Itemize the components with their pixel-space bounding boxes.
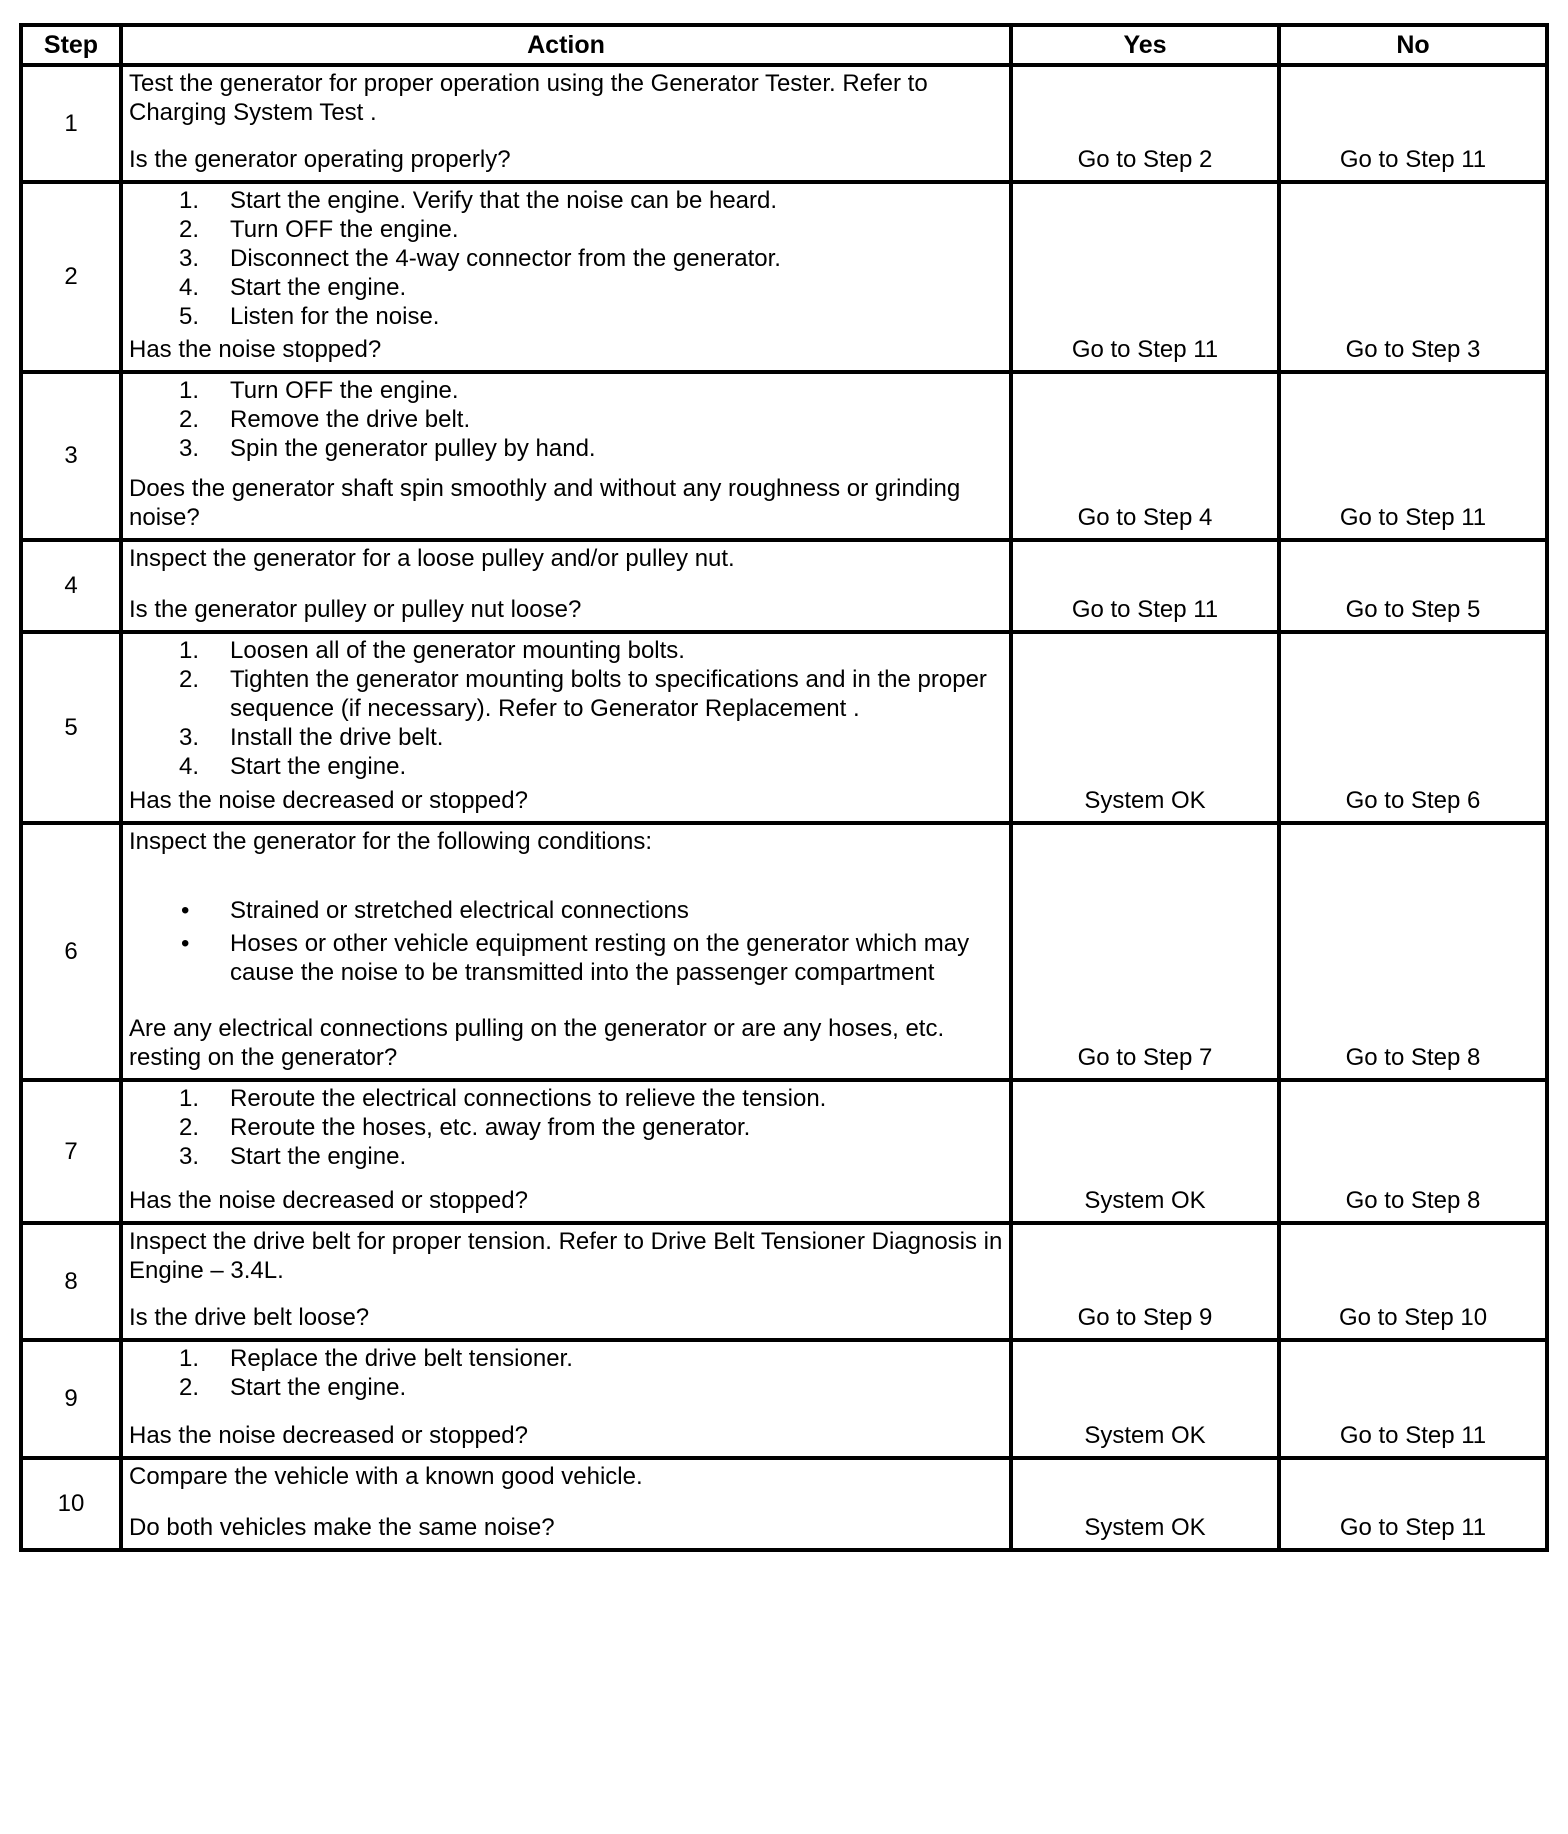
list-item bbox=[129, 302, 1003, 331]
list-item-text: Reroute the hoses, etc. away from the generator. bbox=[230, 1114, 751, 1141]
header-step: Step bbox=[21, 25, 121, 65]
list-item-number: 3. bbox=[179, 435, 200, 462]
action-intro: Inspect the generator for the following conditions: bbox=[129, 828, 652, 855]
yes-result: System OK bbox=[1084, 1514, 1206, 1541]
list-item-number: 4. bbox=[179, 753, 200, 780]
no-result: Go to Step 3 bbox=[1345, 336, 1481, 363]
list-item bbox=[129, 636, 1003, 665]
table-row bbox=[21, 1223, 1547, 1340]
list-item-text: Listen for the noise. bbox=[230, 303, 440, 330]
action-question: Does the generator shaft spin smoothly and without any roughness or grinding noise? bbox=[129, 475, 961, 531]
yes-result: Go to Step 11 bbox=[1071, 596, 1219, 623]
action-intro: Compare the vehicle with a known good vehicle. bbox=[129, 1463, 643, 1490]
diagnostic-table bbox=[19, 23, 1549, 1552]
step-number: 2 bbox=[21, 182, 121, 372]
no-result-cell bbox=[1279, 1080, 1547, 1223]
condition-bullet-list bbox=[129, 896, 1003, 987]
step-number: 9 bbox=[21, 1340, 121, 1458]
yes-result-cell bbox=[1011, 823, 1279, 1080]
action-question: Is the generator operating properly? bbox=[129, 146, 511, 173]
list-item-text: Disconnect the 4-way connector from the generator. bbox=[230, 245, 781, 272]
yes-result: Go to Step 2 bbox=[1077, 146, 1213, 173]
action-cell bbox=[121, 1223, 1011, 1340]
no-result-cell bbox=[1279, 823, 1547, 1080]
action-cell bbox=[121, 65, 1011, 182]
list-item bbox=[129, 273, 1003, 302]
list-item-number: 2. bbox=[179, 1374, 200, 1401]
list-item-text: Tighten the generator mounting bolts to specifications and in the proper sequence (if necessary). Refer to Generator Replacement . bbox=[230, 666, 987, 722]
list-item-number: 2. bbox=[179, 666, 200, 693]
header-yes: Yes bbox=[1011, 25, 1279, 65]
action-cell bbox=[121, 1080, 1011, 1223]
list-item-text: Start the engine. bbox=[230, 1374, 407, 1401]
no-result: Go to Step 5 bbox=[1345, 596, 1481, 623]
yes-result: System OK bbox=[1084, 1422, 1206, 1449]
list-item bbox=[129, 896, 1003, 925]
list-item-number: 3. bbox=[179, 245, 200, 272]
action-question: Is the generator pulley or pulley nut loose? bbox=[129, 596, 582, 623]
list-item bbox=[129, 186, 1003, 215]
table-row bbox=[21, 182, 1547, 372]
table-row bbox=[21, 1458, 1547, 1550]
action-cell bbox=[121, 632, 1011, 823]
action-question: Has the noise decreased or stopped? bbox=[129, 1187, 528, 1214]
list-item-text: Reroute the electrical connections to relieve the tension. bbox=[230, 1085, 827, 1112]
header-no: No bbox=[1279, 25, 1547, 65]
list-item bbox=[129, 665, 1003, 723]
list-item-text: Turn OFF the engine. bbox=[230, 216, 459, 243]
action-question: Has the noise decreased or stopped? bbox=[129, 787, 528, 814]
no-result-cell bbox=[1279, 632, 1547, 823]
action-cell bbox=[121, 1340, 1011, 1458]
step-number: 5 bbox=[21, 632, 121, 823]
list-item bbox=[129, 1084, 1003, 1113]
list-item-number: 3. bbox=[179, 1143, 200, 1170]
table-row bbox=[21, 632, 1547, 823]
no-result: Go to Step 8 bbox=[1345, 1044, 1481, 1071]
no-result-cell bbox=[1279, 1340, 1547, 1458]
table-row bbox=[21, 1340, 1547, 1458]
bullet-icon: • bbox=[181, 897, 190, 924]
list-item-number: 3. bbox=[179, 724, 200, 751]
list-item-text: Remove the drive belt. bbox=[230, 406, 471, 433]
no-result-cell bbox=[1279, 372, 1547, 540]
list-item bbox=[129, 244, 1003, 273]
action-intro: Inspect the generator for a loose pulley and/or pulley nut. bbox=[129, 545, 735, 572]
table-row bbox=[21, 823, 1547, 1080]
yes-result-cell bbox=[1011, 540, 1279, 632]
list-item-text: Start the engine. bbox=[230, 1143, 407, 1170]
yes-result-cell bbox=[1011, 182, 1279, 372]
action-cell bbox=[121, 823, 1011, 1080]
action-question: Has the noise decreased or stopped? bbox=[129, 1422, 528, 1449]
action-question: Are any electrical connections pulling on the generator or are any hoses, etc. resting on the generator? bbox=[129, 1015, 945, 1071]
yes-result-cell bbox=[1011, 1458, 1279, 1550]
list-item-text: Loosen all of the generator mounting bolts. bbox=[230, 637, 685, 664]
action-cell bbox=[121, 1458, 1011, 1550]
no-result-cell bbox=[1279, 65, 1547, 182]
action-intro: Test the generator for proper operation using the Generator Tester. Refer to Charging System Test . bbox=[129, 70, 928, 126]
list-item-number: 1. bbox=[179, 637, 200, 664]
action-steps-list bbox=[129, 1084, 1003, 1171]
no-result-cell bbox=[1279, 182, 1547, 372]
list-item-text: Strained or stretched electrical connections bbox=[230, 897, 689, 924]
no-result: Go to Step 11 bbox=[1339, 504, 1487, 531]
no-result: Go to Step 11 bbox=[1339, 1422, 1487, 1449]
list-item-number: 2. bbox=[179, 216, 200, 243]
step-number: 4 bbox=[21, 540, 121, 632]
list-item-text: Start the engine. Verify that the noise can be heard. bbox=[230, 187, 778, 214]
list-item bbox=[129, 405, 1003, 434]
list-item bbox=[129, 1344, 1003, 1373]
list-item bbox=[129, 376, 1003, 405]
yes-result-cell bbox=[1011, 1080, 1279, 1223]
action-question: Has the noise stopped? bbox=[129, 336, 382, 363]
list-item bbox=[129, 1373, 1003, 1402]
list-item-text: Spin the generator pulley by hand. bbox=[230, 435, 596, 462]
list-item-number: 2. bbox=[179, 1114, 200, 1141]
list-item bbox=[129, 1142, 1003, 1171]
list-item-number: 1. bbox=[179, 187, 200, 214]
list-item-number: 4. bbox=[179, 274, 200, 301]
step-number: 1 bbox=[21, 65, 121, 182]
list-item bbox=[129, 434, 1003, 463]
list-item bbox=[129, 1113, 1003, 1142]
no-result: Go to Step 10 bbox=[1338, 1304, 1488, 1331]
list-item-number: 2. bbox=[179, 406, 200, 433]
yes-result: Go to Step 7 bbox=[1077, 1044, 1213, 1071]
list-item-number: 5. bbox=[179, 303, 200, 330]
action-steps-list bbox=[129, 636, 1003, 781]
table-row bbox=[21, 540, 1547, 632]
table-row bbox=[21, 1080, 1547, 1223]
list-item-number: 1. bbox=[179, 1345, 200, 1372]
yes-result-cell bbox=[1011, 372, 1279, 540]
no-result: Go to Step 6 bbox=[1345, 787, 1481, 814]
step-number: 3 bbox=[21, 372, 121, 540]
list-item-text: Replace the drive belt tensioner. bbox=[230, 1345, 573, 1372]
list-item bbox=[129, 215, 1003, 244]
yes-result: Go to Step 4 bbox=[1077, 504, 1213, 531]
step-number: 7 bbox=[21, 1080, 121, 1223]
list-item bbox=[129, 929, 1003, 987]
list-item-number: 1. bbox=[179, 377, 200, 404]
header-row bbox=[21, 25, 1547, 65]
no-result-cell bbox=[1279, 540, 1547, 632]
action-question: Is the drive belt loose? bbox=[129, 1304, 370, 1331]
no-result: Go to Step 11 bbox=[1339, 1514, 1487, 1541]
step-number: 8 bbox=[21, 1223, 121, 1340]
yes-result-cell bbox=[1011, 1340, 1279, 1458]
action-question: Do both vehicles make the same noise? bbox=[129, 1514, 555, 1541]
yes-result-cell bbox=[1011, 65, 1279, 182]
list-item-text: Turn OFF the engine. bbox=[230, 377, 459, 404]
action-cell bbox=[121, 372, 1011, 540]
action-cell bbox=[121, 182, 1011, 372]
table-row bbox=[21, 65, 1547, 182]
action-cell bbox=[121, 540, 1011, 632]
list-item-number: 1. bbox=[179, 1085, 200, 1112]
yes-result-cell bbox=[1011, 1223, 1279, 1340]
list-item-text: Start the engine. bbox=[230, 753, 407, 780]
no-result-cell bbox=[1279, 1458, 1547, 1550]
action-steps-list bbox=[129, 1344, 1003, 1402]
list-item bbox=[129, 723, 1003, 752]
table-row bbox=[21, 372, 1547, 540]
step-number: 10 bbox=[21, 1458, 121, 1550]
action-intro: Inspect the drive belt for proper tension. Refer to Drive Belt Tensioner Diagnosis in Engine – 3.4L. bbox=[129, 1228, 1003, 1284]
list-item-text: Start the engine. bbox=[230, 274, 407, 301]
no-result: Go to Step 8 bbox=[1345, 1187, 1481, 1214]
action-steps-list bbox=[129, 376, 1003, 463]
yes-result: System OK bbox=[1084, 1187, 1206, 1214]
step-number: 6 bbox=[21, 823, 121, 1080]
yes-result-cell bbox=[1011, 632, 1279, 823]
yes-result: Go to Step 11 bbox=[1071, 336, 1219, 363]
no-result-cell bbox=[1279, 1223, 1547, 1340]
yes-result: System OK bbox=[1084, 787, 1206, 814]
bullet-icon: • bbox=[181, 930, 190, 957]
list-item bbox=[129, 752, 1003, 781]
action-steps-list bbox=[129, 186, 1003, 331]
yes-result: Go to Step 9 bbox=[1077, 1304, 1213, 1331]
list-item-text: Install the drive belt. bbox=[230, 724, 444, 751]
no-result: Go to Step 11 bbox=[1339, 146, 1487, 173]
list-item-text: Hoses or other vehicle equipment resting on the generator which may cause the noise to be transmitted into the passenger compartment bbox=[230, 930, 970, 986]
header-action: Action bbox=[121, 25, 1011, 65]
